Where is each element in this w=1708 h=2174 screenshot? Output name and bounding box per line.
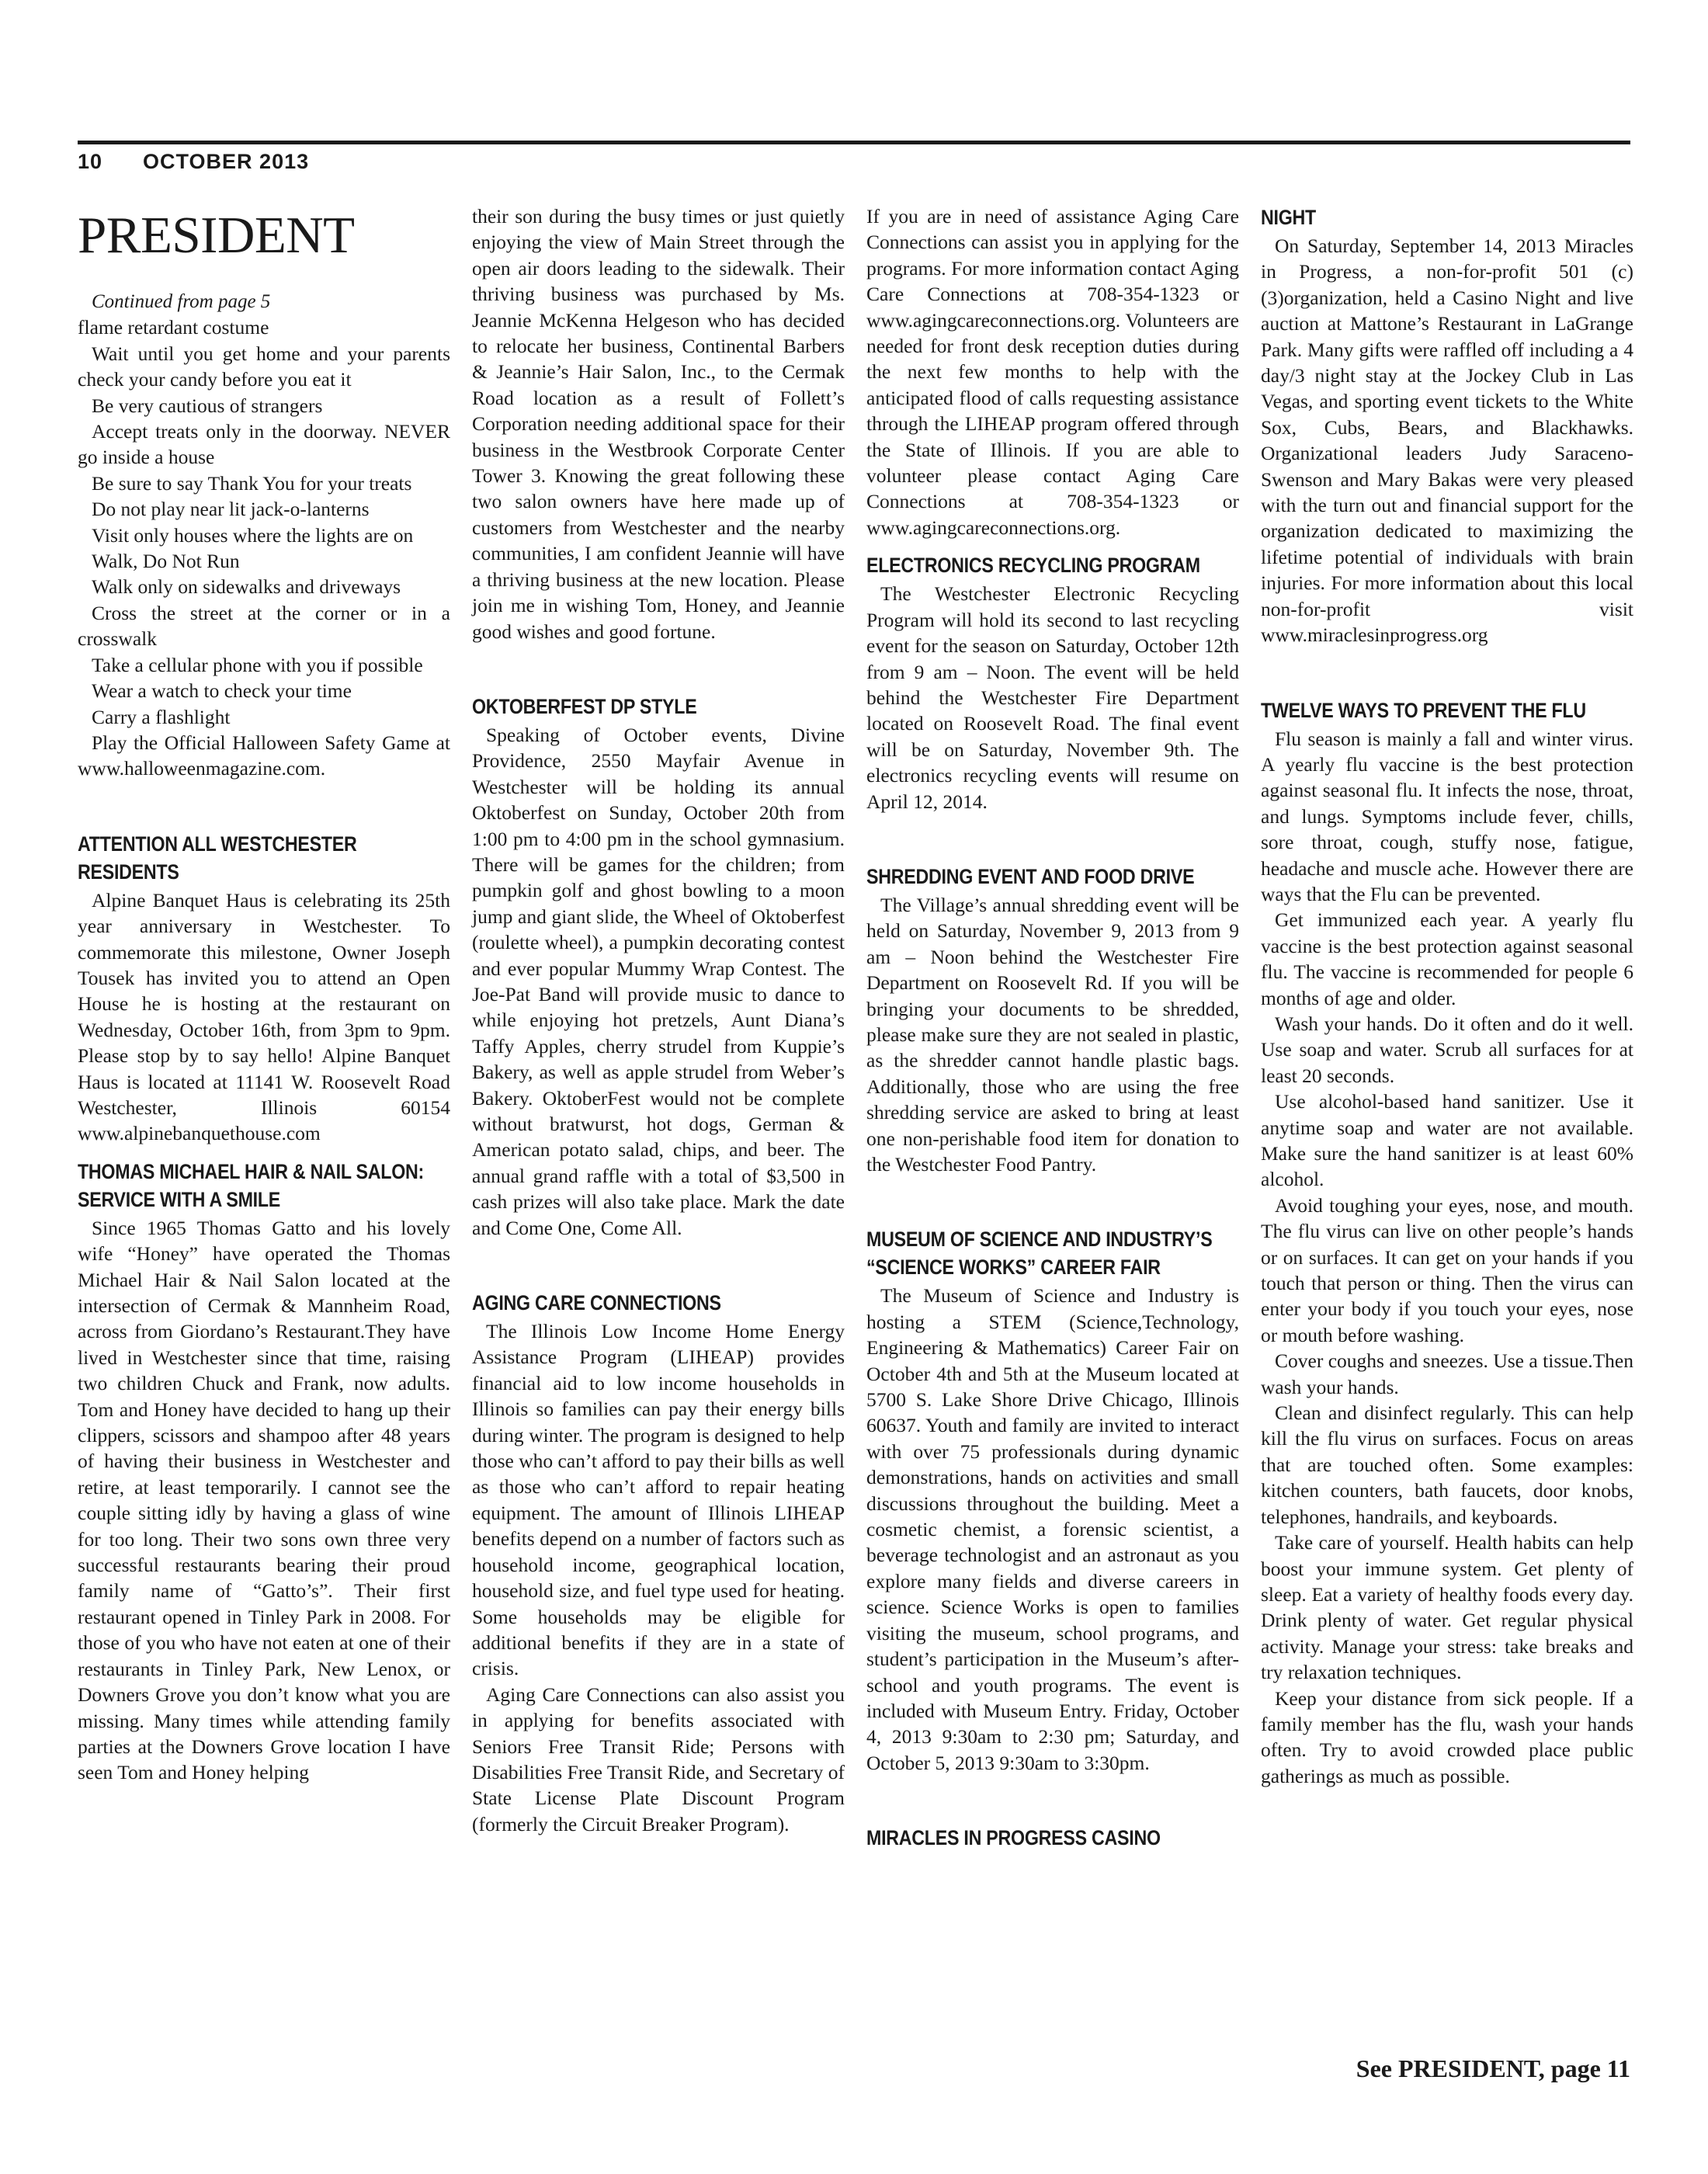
section-gap	[472, 644, 845, 693]
page-header	[78, 146, 309, 177]
heading-casino: MIRACLES IN PROGRESS CASINO	[866, 1826, 1161, 1850]
flu-paragraph: Get immunized each year. A yearly flu vaccine is the best protection against seasonal flu. The vaccine is recommended for people 6 months of age and older.	[1261, 908, 1633, 1009]
flu-paragraph: Flu season is mainly a fall and winter virus. A yearly flu vaccine is the best protection against seasonal flu. It infects the nose, throat, and lungs. Symptoms include fever, chills, sore throat, cough, stuffy nose, fatigue, headache and muscle ache. However there are ways that the Flu can be prevented.	[1261, 727, 1633, 905]
section-gap	[78, 1147, 450, 1158]
aging-paragraph-continued: If you are in need of assistance Aging Care Connections can assist you in applying for the programs. For more information contact Aging Care Connections at 708-354-1323 or www.agingcareconnections.org. Volunteers are needed for front desk reception duties during the next few months to help with the anticipated flood of calls requesting assistance through the LIHEAP program offered through the State of Illinois. If you are able to volunteer please contact Aging Care Connections at 708-354-1323 or www.agingcareconnections.org.	[866, 205, 1239, 539]
heading-aging: AGING CARE CONNECTIONS	[472, 1291, 721, 1315]
flu-paragraph: Avoid toughing your eyes, nose, and mouth. The flu virus can live on other people’s hands or on surfaces. It can get on your hands if you touch that person or thing. Then the virus can enter your body if you touch your eyes, nose or mouth before washing.	[1261, 1193, 1633, 1346]
halloween-tip: Play the Official Halloween Safety Game at www.halloweenmagazine.com.	[78, 731, 450, 780]
header-rule	[78, 141, 1630, 144]
halloween-tip: Do not play near lit jack-o-lanterns	[92, 498, 370, 521]
halloween-tip: Cross the street at the corner or in a crosswalk	[78, 601, 450, 651]
oktoberfest-paragraph: Speaking of October events, Divine Providence, 2550 Mayfair Avenue in Westchester will be holding its annual Oktoberfest on Sunday, October 20th from 1:00 pm to 4:00 pm in the school gymnasium. There will be games for the children; from pumpkin golf and ghost bowling to a moon jump and giant slide, the Wheel of Oktoberfest (roulette wheel), a pumpkin decorating contest and ever popular Mummy Wrap Contest. The Joe-Pat Band will provide music to dance to while enjoying hot pretzels, Aunt Diana’s Taffy Apples, cherry strudel from Kuppie’s Bakery, as well as apple strudel from Weber’s Bakery. OktoberFest would not be complete without bratwurst, hot dogs, German & American potato salad, chips, and beer. The annual grand raffle with a total of $3,500 in cash prizes will also take place. Mark the date and Come One, Come All.	[472, 723, 845, 1239]
section-gap	[866, 540, 1239, 551]
halloween-tip: Be very cautious of strangers	[92, 394, 323, 417]
section-gap	[472, 1241, 845, 1289]
page-number: 10	[78, 149, 103, 173]
alpine-paragraph: Alpine Banquet Haus is celebrating its 25th year anniversary in Westchester. To commemorate this milestone, Owner Joseph Tousek has invited you to attend an Open House he is hosting at the restaurant on Wednesday, October 16th, from 3pm to 9pm. Please stop by to say hello! Alpine Banquet Haus is located at 11141 W. Roosevelt Road Westchester, Illinois 60154 www.alpinebanquethouse.com	[78, 888, 450, 1145]
heading-electronics: ELECTRONICS RECYCLING PROGRAM	[866, 554, 1200, 578]
halloween-tip: Be sure to say Thank You for your treats	[92, 471, 412, 495]
flu-paragraph: Keep your distance from sick people. If a family member has the flu, wash your hands often. Try to avoid crowded place public gatherings as much as possible.	[1261, 1686, 1633, 1787]
halloween-tip: Accept treats only in the doorway. NEVER go inside a house	[78, 420, 450, 469]
flu-paragraph: Use alcohol-based hand sanitizer. Use it anytime soap and water are not available. Make sure the hand sanitizer is at least 60% alcohol.	[1261, 1090, 1633, 1191]
shredding-paragraph: The Village’s annual shredding event will be held on Saturday, November 9, 2013 from 9 am – Noon behind the Westchester Fire Department on Roosevelt Rd. If you will be bringing your documents to be shredded, please make sure they are not sealed in plastic, as the shredder cannot handle plastic bags. Additionally, those who are using the free shredding service are asked to bring at least one non-perishable food item for donation to the Westchester Food Pantry.	[866, 893, 1239, 1176]
halloween-tip: Carry a flashlight	[92, 705, 231, 728]
article-title: PRESIDENT	[78, 207, 355, 264]
issue-date: OCTOBER 2013	[143, 149, 310, 173]
heading-museum: MUSEUM OF SCIENCE AND INDUSTRY’S “SCIENCE WORKS” CAREER FAIR	[866, 1228, 1213, 1280]
heading-oktoberfest: OKTOBERFEST DP STYLE	[472, 694, 697, 718]
casino-paragraph: On Saturday, September 14, 2013 Miracles in Progress, a non-for-profit 501 (c) (3)organization, held a Casino Night and live auction at Mattone’s Restaurant in LaGrange Park. Many gifts were raffled off including a 4 day/3 night stay at the Jockey Club in Las Vegas, and sporting event tickets to the White Sox, Cubs, Bears, and Blackhawks. Organizational leaders Judy Saraceno-Swenson and Mary Bakas were very pleased with the turn out and financial support for the organization dedicated to maximizing the lifetime potential of individuals with brain injuries. For more information about this local non-for-profit visit www.miraclesinprogress.org	[1261, 234, 1633, 647]
halloween-tip: Walk, Do Not Run	[92, 550, 240, 573]
halloween-tip: Wait until you get home and your parents check your candy before you eat it	[78, 342, 450, 391]
halloween-tip: Visit only houses where the lights are on	[92, 523, 414, 547]
salon-paragraph: Since 1965 Thomas Gatto and his lovely wife “Honey” have operated the Thomas Michael Hair & Nail Salon located at the intersection of Cermak & Mannheim Road, across from Giordano’s Restaurant.They have lived in Westchester since that time, raising two children Chuck and Frank, now adults. Tom and Honey have decided to hang up their clippers, scissors and shampoo after 48 years of having their business in Westchester and retire, at least temporarily. I cannot see the couple sitting idly by having a glass of wine for too long. Their two sons own three very successful restaurants bearing their proud family name of “Gatto’s”. Their first restaurant opened in Tinley Park in 2008. For those of you who have not eaten at one of their restaurants in Tinley Park, New Lenox, or Downers Grove you don’t know what you are missing. Many times while attending family parties at the Downers Grove location I have seen Tom and Honey helping	[78, 1216, 450, 1784]
column-3	[866, 203, 1239, 1853]
section-gap	[866, 1776, 1239, 1824]
column-1	[78, 203, 450, 1786]
aging-paragraph: Aging Care Connections can also assist you in applying for benefits associated with Seniors Free Transit Ride; Persons with Disabilities Free Transit Ride, and Secretary of State License Plate Discount Program (formerly the Circuit Breaker Program).	[472, 1683, 845, 1835]
continued-on-reference: See PRESIDENT, page 11	[1356, 2054, 1630, 2082]
heading-flu: TWELVE WAYS TO PREVENT THE FLU	[1261, 698, 1586, 722]
halloween-tip: flame retardant costume	[78, 316, 269, 339]
section-gap	[1261, 648, 1633, 696]
flu-paragraph: Cover coughs and sneezes. Use a tissue.Then wash your hands.	[1261, 1349, 1633, 1398]
section-gap	[866, 814, 1239, 863]
flu-paragraph: Take care of yourself. Health habits can help boost your immune system. Get plenty of sleep. Eat a variety of healthy foods every day. Drink plenty of water. Get regular physical activity. Manage your stress: take breaks and try relaxation techniques.	[1261, 1531, 1633, 1684]
flu-paragraph: Wash your hands. Do it often and do it well. Use soap and water. Scrub all surfaces for at least 20 seconds.	[1261, 1012, 1633, 1087]
heading-shredding: SHREDDING EVENT AND FOOD DRIVE	[866, 864, 1195, 888]
electronics-paragraph: The Westchester Electronic Recycling Program will hold its second to last recycling event for the season on Saturday, October 12th from 9 am – Noon. The event will be held behind the Westchester Fire Department located on Roosevelt Road. The final event will be on Saturday, November 9th. The electronics recycling events will resume on April 12, 2014.	[866, 582, 1239, 813]
salon-paragraph-continued: their son during the busy times or just quietly enjoying the view of Main Street through the open air doors leading to the sidewalk. Their thriving business was purchased by Ms. Jeannie McKenna Helgeson who has decided to relocate her business, Continental Barbers & Jeannie’s Hair Salon, Inc., to the Cermak Road location as a result of Follett’s Corporation needing additional space for their business in the Westbrook Corporate Center Tower 3. Knowing the great following these two salon owners have here made up of customers from Westchester and the nearby communities, I am confident Jeannie will have a thriving business at the new location. Please join me in wishing Tom, Honey, and Jeannie good wishes and good fortune.	[472, 205, 845, 643]
continued-note: Continued from page 5	[92, 291, 271, 312]
museum-paragraph: The Museum of Science and Industry is hosting a STEM (Science,Technology, Engineering & Mathematics) Career Fair on October 4th and 5th at the Museum located at 5700 S. Lake Shore Drive Chicago, Illinois 60637. Youth and family are invited to interact with over 75 professionals during dynamic demonstrations, hands on activities and small discussions throughout the building. Meet a cosmetic chemist, a forensic scientist, a beverage technologist and an astronaut as you explore many fields and diverse careers in science. Science Works is open to families visiting the museum, school programs, and student’s participation in the Museum’s after-school and youth programs. The event is included with Museum Entry. Friday, October 4, 2013 9:30am to 2:30 pm; Saturday, and October 5, 2013 9:30am to 3:30pm.	[866, 1284, 1239, 1774]
column-2	[472, 203, 845, 1837]
halloween-tip: Walk only on sidewalks and driveways	[92, 575, 401, 599]
heading-salon: THOMAS MICHAEL HAIR & NAIL SALON: SERVICE WITH A SMILE	[78, 1159, 424, 1211]
heading-casino-continued: NIGHT	[1261, 206, 1316, 229]
heading-alpine: ATTENTION ALL WESTCHESTER RESIDENTS	[78, 832, 357, 884]
halloween-tip: Take a cellular phone with you if possible	[92, 653, 423, 676]
section-gap	[78, 782, 450, 830]
halloween-tip: Wear a watch to check your time	[92, 679, 352, 703]
flu-paragraph: Clean and disinfect regularly. This can help kill the flu virus on surfaces. Focus on areas that are touched often. Some examples: kitchen counters, bath faucets, door knobs, telephones, handrails, and keyboards.	[1261, 1401, 1633, 1528]
section-gap	[866, 1177, 1239, 1225]
aging-paragraph: The Illinois Low Income Home Energy Assistance Program (LIHEAP) provides financial aid to low income households in Illinois so families can pay their energy bills during winter. The program is designed to help those who can’t afford to pay their bills as well as those who can’t afford to repair heating equipment. The amount of Illinois LIHEAP benefits depend on a number of factors such as household income, geographical location, household size, and fuel type used for heating. Some households may be eligible for additional benefits if they are in a state of crisis.	[472, 1320, 845, 1680]
column-4	[1261, 203, 1633, 1789]
